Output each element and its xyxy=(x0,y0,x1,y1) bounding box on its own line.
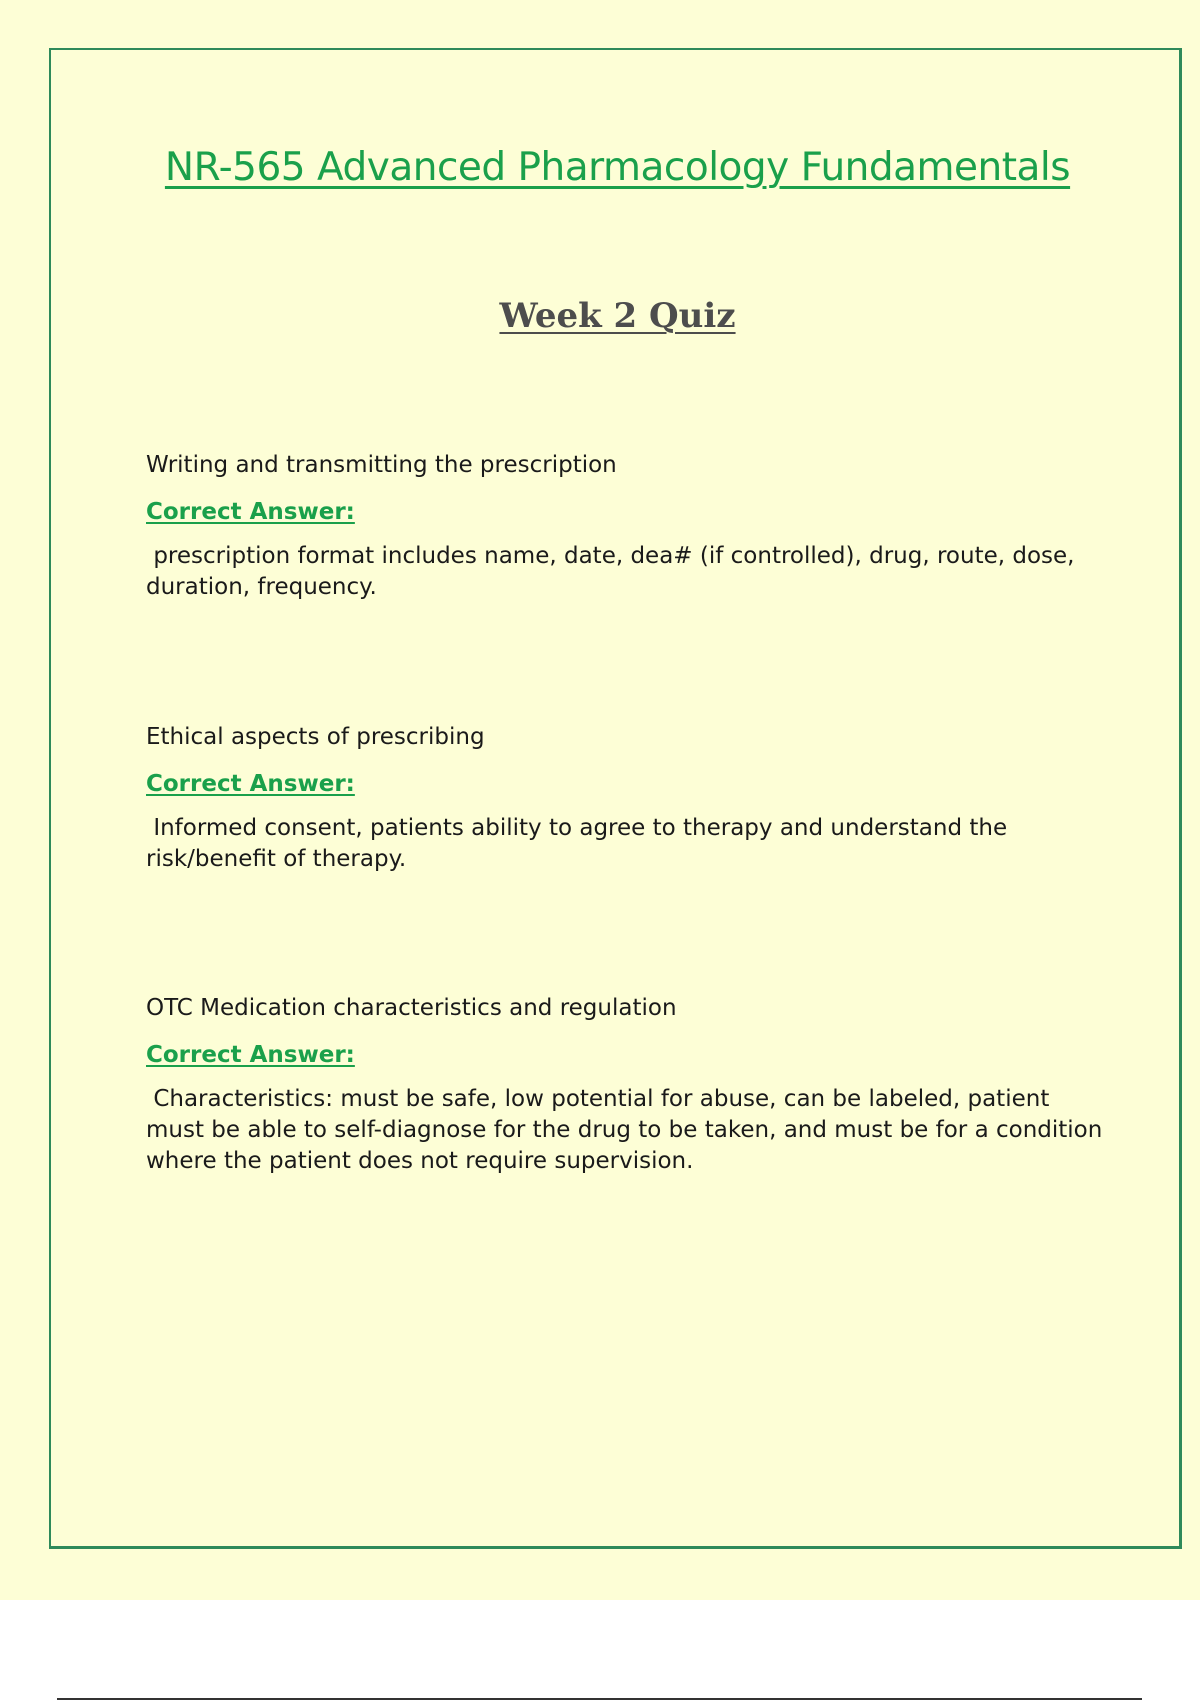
answer-text: Characteristics: must be safe, low potential for abuse, can be labeled, patient must be able to self-diagnose for the drug to be taken, and must be for a condition where the patient does not require supervision. xyxy=(146,1086,1110,1174)
answer-text: Informed consent, patients ability to agree to therapy and understand the risk/benefit of therapy. xyxy=(146,815,1015,872)
document-frame xyxy=(49,48,1182,1549)
question-text: Ethical aspects of prescribing xyxy=(146,724,485,750)
qa-item xyxy=(146,722,1106,875)
answer-text: prescription format includes name, date, dea# (if controlled), drug, route, dose, duration, frequency. xyxy=(146,543,1082,600)
question-text: Writing and transmitting the prescription xyxy=(146,452,617,478)
document-subtitle: Week 2 Quiz xyxy=(499,296,736,336)
question-text: OTC Medication characteristics and regulation xyxy=(146,995,677,1021)
qa-item xyxy=(146,993,1110,1177)
qa-item xyxy=(146,450,1106,603)
answer-label: Correct Answer: xyxy=(146,771,355,797)
document-title: NR-565 Advanced Pharmacology Fundamentals xyxy=(164,145,1071,190)
answer-label: Correct Answer: xyxy=(146,499,355,525)
answer-label: Correct Answer: xyxy=(146,1042,355,1068)
